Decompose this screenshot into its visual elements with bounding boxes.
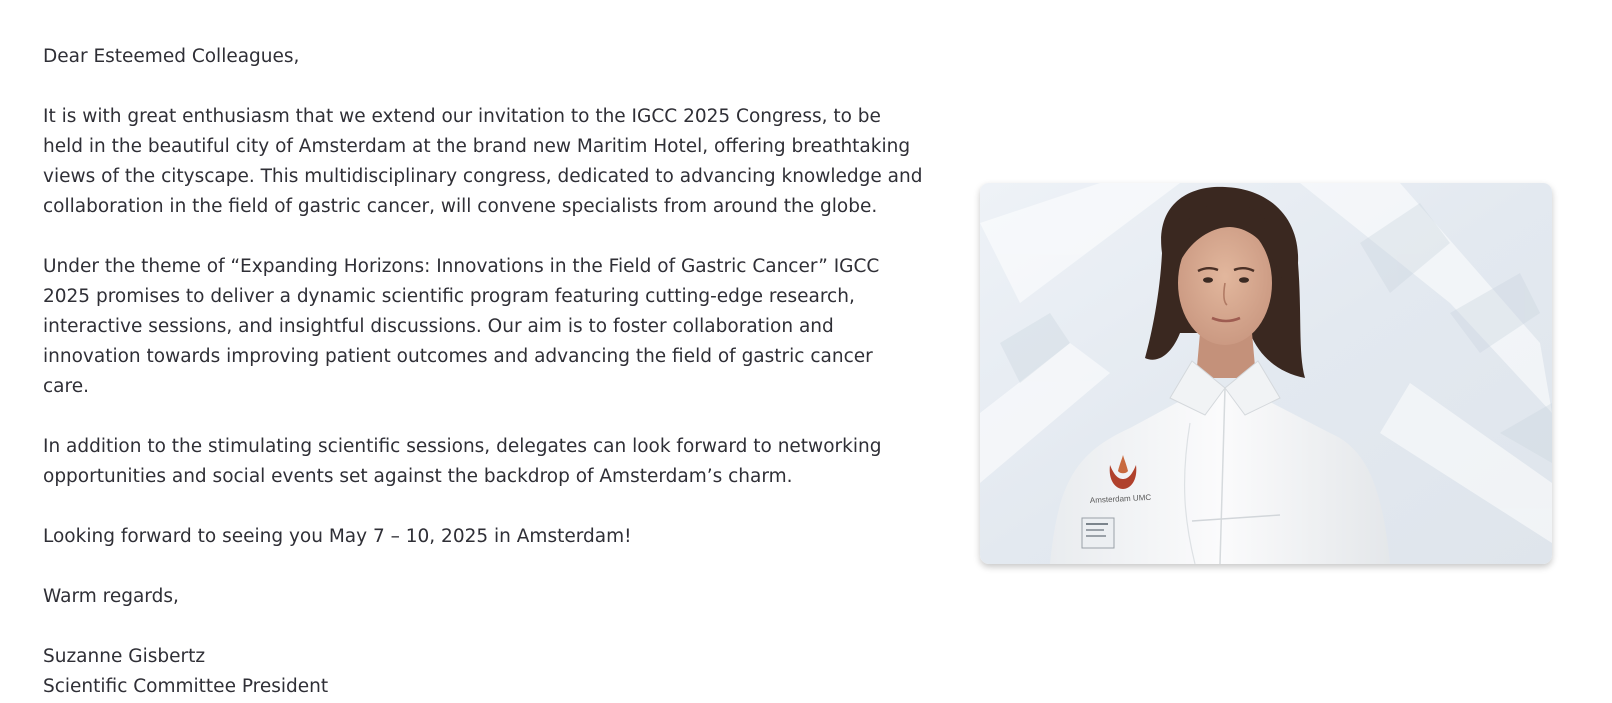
letter-greeting: Dear Esteemed Colleagues, [43,46,300,67]
portrait-image [980,183,1552,564]
letter-closing: Warm regards, [43,586,179,607]
signer-name: Suzanne Gisbertz [43,646,206,667]
coat-logo-text: Amsterdam UMC [1089,492,1152,505]
letter-paragraph-3: In addition to the stimulating scientific sessions, delegates can look forward to networking opportunities and social events set against the backdrop of Amsterdam’s charm. [43,436,882,487]
letter-paragraph-2: Under the theme of “Expanding Horizons: Innovations in the Field of Gastric Cancer” IGCC 2025 promises to deliver a dynamic scientific program featuring cutting-edge research, interactive sessions, and insightful discussions. Our aim is to foster collaboration and innovation towards improving patient outcomes and advancing the field of gastric cancer care. [43,256,880,397]
letter-paragraph-4: Looking forward to seeing you May 7 – 10, 2025 in Amsterdam! [43,526,632,547]
invitation-letter [43,42,923,702]
letter-paragraph-1: It is with great enthusiasm that we extend our invitation to the IGCC 2025 Congress, to be held in the beautiful city of Amsterdam at the brand new Maritim Hotel, offering breathtaking views of the cityscape. This multidisciplinary congress, dedicated to advancing knowledge and collaboration in the field of gastric cancer, will convene specialists from around the globe. [43,106,923,217]
signer-title: Scientific Committee President [43,676,329,697]
president-portrait-photo [980,183,1552,564]
name-badge [1082,518,1114,548]
